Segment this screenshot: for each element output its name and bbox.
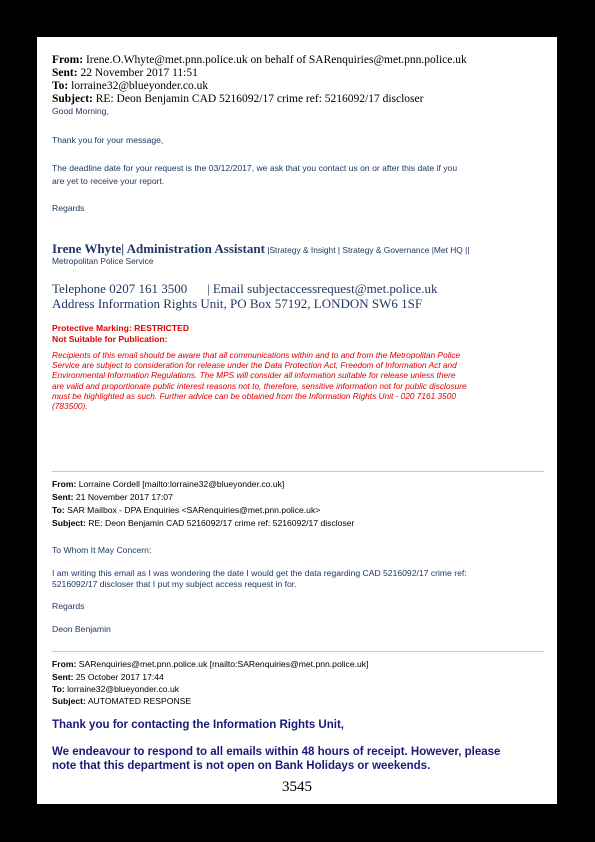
sent-label: Sent: [52, 492, 74, 502]
email2-from: Lorraine Cordell [mailto:lorraine32@blueyonder.co.uk] [78, 479, 285, 489]
email2-sent: 21 November 2017 17:07 [75, 492, 173, 502]
email2-greeting: To Whom It May Concern: [52, 545, 152, 555]
disclaimer-line: are valid and proportionate public interest reasons not to, therefore, sensitive information not for public disclosure [52, 380, 467, 391]
email3-to: lorraine32@blueyonder.co.uk [67, 684, 180, 694]
disclaimer-line: Service are subject to consideration for release under the Data Protection Act, Freedom of Information Act and [52, 360, 457, 371]
email1-to: lorraine32@blueyonder.co.uk [71, 80, 209, 92]
email3-subject-line [52, 696, 191, 707]
email1-sent-line [52, 67, 198, 79]
signature-email: | Email subjectaccessrequest@met.police.uk [207, 281, 438, 296]
disclaimer-line: (783500). [52, 401, 88, 412]
email2-to-line [52, 505, 320, 516]
email3-to-line [52, 684, 179, 695]
sent-label: Sent: [52, 672, 74, 682]
email3-endeavour-line2: note that this department is not open on Bank Holidays or weekends. [52, 760, 431, 772]
signature-telephone: Telephone 0207 161 3500 [52, 281, 188, 296]
email1-regards: Regards [52, 203, 85, 213]
subject-label: Subject: [52, 696, 86, 706]
signature-name: Irene Whyte| Administration Assistant [52, 241, 265, 256]
email1-to-line [52, 80, 208, 92]
email2-to: SAR Mailbox - DPA Enquiries <SARenquiries@met.pnn.police.uk> [67, 505, 321, 515]
divider [52, 651, 544, 652]
signature-address: Address Information Rights Unit, PO Box 57192, LONDON SW6 1SF [52, 296, 423, 311]
email1-from-line [52, 54, 467, 66]
email3-from-line [52, 659, 368, 670]
not-suitable-notice: Not Suitable for Publication: [52, 334, 168, 344]
email2-subject: RE: Deon Benjamin CAD 5216092/17 crime ref: 5216092/17 discloser [88, 518, 355, 528]
email3-endeavour-line1: We endeavour to respond to all emails within 48 hours of receipt. However, please [52, 746, 501, 758]
email3-sent-line [52, 672, 164, 683]
disclaimer-line: Recipients of this email should be aware that all communications within and to and from the Metropolitan Police [52, 350, 461, 360]
to-label: To: [52, 505, 65, 515]
to-label: To: [52, 684, 65, 694]
page-number: 3545 [282, 779, 312, 795]
email1-subject-line [52, 93, 423, 105]
disclaimer-line: must be highlighted as such. Further advice can be obtained from the Information Rights Unit - 020 7161 3500 [52, 390, 457, 401]
email1-greeting: Good Morning, [52, 106, 109, 116]
from-label: From: [52, 659, 77, 669]
subject-label: Subject: [52, 93, 93, 105]
email3-thanks: Thank you for contacting the Information Rights Unit, [52, 719, 344, 731]
sent-label: Sent: [52, 67, 78, 79]
disclaimer-line: Environmental Information Regulations. The MPS will consider all information suitable for release unless there [52, 370, 456, 381]
document-page [37, 37, 557, 804]
protective-marking: Protective Marking: RESTRICTED [52, 323, 190, 333]
email1-deadline-line2: are yet to receive your report. [52, 176, 165, 186]
signature-org: Metropolitan Police Service [52, 256, 154, 266]
email2-body-line1: I am writing this email as I was wondering the date I would get the data regarding CAD 5216092/17 crime ref: [52, 568, 467, 578]
email1-from: Irene.O.Whyte@met.pnn.police.uk on behalf of SARenquiries@met.pnn.police.uk [85, 54, 467, 66]
divider [52, 471, 544, 472]
email3-sent: 25 October 2017 17:44 [75, 672, 164, 682]
email2-from-line [52, 479, 284, 490]
email2-regards: Regards [52, 601, 85, 611]
email2-subject-line [52, 518, 354, 529]
email1-sent: 22 November 2017 11:51 [80, 67, 198, 79]
email2-body-line2: 5216092/17 discloser that I put my subject access request in for. [52, 579, 297, 589]
disclaimer [52, 350, 467, 411]
email2-sent-line [52, 492, 173, 503]
email2-signoff-name: Deon Benjamin [52, 624, 111, 634]
from-label: From: [52, 54, 84, 66]
to-label: To: [52, 80, 69, 92]
signature-dept: |Strategy & Insight | Strategy & Governance |Met HQ || [264, 245, 470, 255]
email3-subject: AUTOMATED RESPONSE [87, 696, 192, 706]
email1-thanks: Thank you for your message, [52, 135, 164, 145]
email1-deadline-line1: The deadline date for your request is the 03/12/2017, we ask that you contact us on or after this date if you [52, 163, 458, 173]
subject-label: Subject: [52, 518, 86, 528]
email3-from: SARenquiries@met.pnn.police.uk [mailto:SARenquiries@met.pnn.police.uk] [78, 659, 369, 669]
email1-subject: RE: Deon Benjamin CAD 5216092/17 crime ref: 5216092/17 discloser [95, 93, 424, 105]
from-label: From: [52, 479, 77, 489]
